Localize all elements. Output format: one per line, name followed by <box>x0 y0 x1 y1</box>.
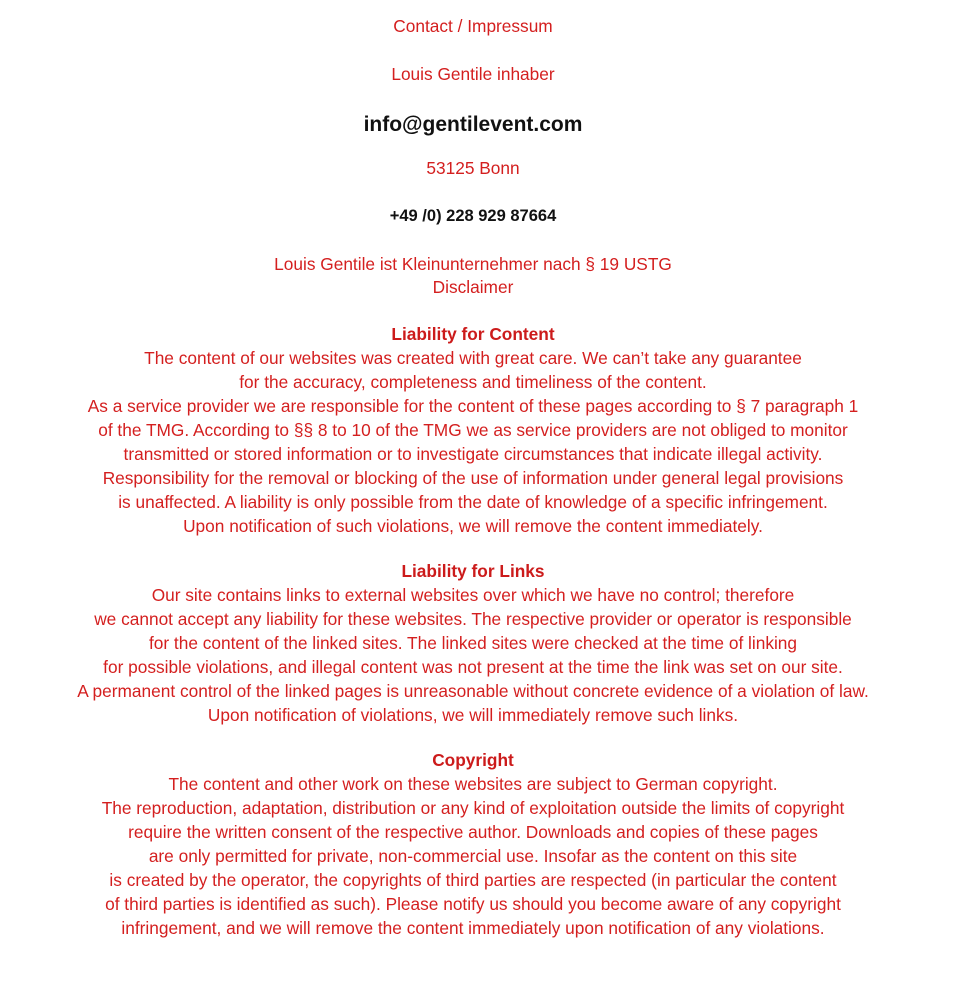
paragraph-line: The content of our websites was created with great care. We can’t take any guarantee <box>144 348 802 368</box>
copyright-section <box>0 748 946 940</box>
paragraph-line: As a service provider we are responsible for the content of these pages according to § 7 paragraph 1 <box>87 396 859 416</box>
paragraph-line: A permanent control of the linked pages is unreasonable without concrete evidence of a violation of law. <box>77 681 869 701</box>
disclaimer-label: Disclaimer <box>432 277 514 297</box>
paragraph-line: of third parties is identified as such). Please notify us should you become aware of any copyright <box>105 894 841 914</box>
paragraph-line: of the TMG. According to §§ 8 to 10 of the TMG we as service providers are not obliged to monitor <box>98 420 848 440</box>
liability-content-section <box>0 322 946 538</box>
tax-note: Louis Gentile ist Kleinunternehmer nach § 19 USTG <box>274 254 672 274</box>
city-address: 53125 Bonn <box>426 158 520 178</box>
email-link[interactable]: info@gentilevent.com <box>363 113 583 136</box>
paragraph-line: for possible violations, and illegal content was not present at the time the link was set on our site. <box>103 657 843 677</box>
paragraph-line: Upon notification of such violations, we will remove the content immediately. <box>183 516 763 536</box>
paragraph-line: is unaffected. A liability is only possible from the date of knowledge of a specific infringement. <box>118 492 828 512</box>
paragraph-line: Our site contains links to external websites over which we have no control; therefore <box>151 585 795 605</box>
owner-name: Louis Gentile inhaber <box>391 64 555 84</box>
paragraph-line: for the content of the linked sites. The linked sites were checked at the time of linking <box>148 633 798 653</box>
paragraph-line: transmitted or stored information or to investigate circumstances that indicate illegal activity. <box>123 444 823 464</box>
paragraph-line: for the accuracy, completeness and timeliness of the content. <box>239 372 707 392</box>
paragraph-line: require the written consent of the respective author. Downloads and copies of these pages <box>128 822 818 842</box>
paragraph-line: infringement, and we will remove the content immediately upon notification of any violations. <box>121 918 825 938</box>
paragraph-line: we cannot accept any liability for these websites. The respective provider or operator is responsible <box>94 609 852 629</box>
contact-title: Contact / Impressum <box>393 16 553 36</box>
liability-links-section <box>0 559 946 727</box>
paragraph-line: Upon notification of violations, we will immediately remove such links. <box>207 705 739 725</box>
paragraph-line: is created by the operator, the copyrights of third parties are respected (in particular the content <box>109 870 837 890</box>
paragraph-line: The reproduction, adaptation, distribution or any kind of exploitation outside the limits of copyright <box>101 798 845 818</box>
phone-number: +49 /0) 228 929 87664 <box>389 207 557 225</box>
paragraph-line: Responsibility for the removal or blocking of the use of information under general legal provisions <box>102 468 844 488</box>
copyright-heading: Copyright <box>432 750 514 770</box>
paragraph-line: are only permitted for private, non-commercial use. Insofar as the content on this site <box>148 846 798 866</box>
paragraph-line: The content and other work on these websites are subject to German copyright. <box>168 774 778 794</box>
liability-links-heading: Liability for Links <box>401 561 545 581</box>
liability-content-heading: Liability for Content <box>391 324 555 344</box>
